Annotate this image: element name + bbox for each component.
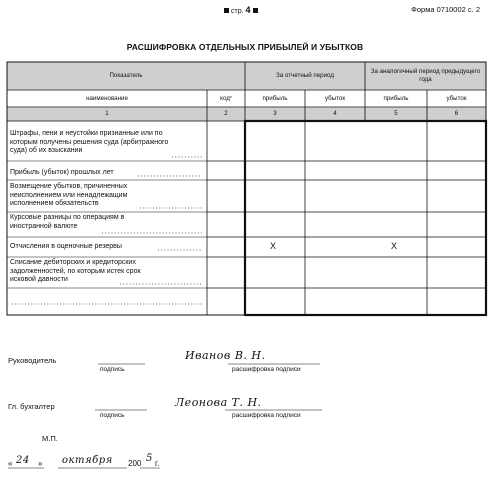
head-decode-caption: расшифровка подписи	[232, 366, 301, 373]
accountant-signature-caption: подпись	[100, 412, 125, 419]
head-name: Иванов В. Н.	[185, 349, 266, 362]
col-number-2: 2	[224, 110, 228, 117]
header-code-text: код	[220, 94, 230, 102]
stamp-place: М.П.	[42, 434, 58, 443]
header-loss-current: убыток	[324, 94, 346, 102]
reserves-mark-current: Х	[270, 241, 277, 251]
header-profit-current: прибыль	[262, 94, 288, 102]
header-code-mark: *	[229, 95, 232, 102]
row-label-exchange: Курсовые разницы по операциям в иностранной валюте	[10, 214, 125, 230]
date-close-quote: »	[38, 459, 43, 468]
reserves-mark-previous: Х	[391, 241, 398, 251]
header-indicator: Показатель	[109, 72, 143, 79]
header-previous-period: За аналогичный период предыдущего года	[370, 68, 481, 83]
form-code: Форма 0710002 с. 2	[411, 5, 480, 14]
date-month: октября	[62, 455, 113, 466]
head-signature-caption: подпись	[100, 366, 125, 373]
date-day: 24	[16, 455, 30, 466]
date-open-quote: «	[8, 459, 13, 468]
head-label: Руководитель	[8, 356, 57, 365]
date-year-suffix: 5	[146, 453, 153, 464]
col-number-6: 6	[454, 110, 459, 117]
accountant-label: Гл. бухгалтер	[8, 402, 55, 411]
page-title: РАСШИФРОВКА ОТДЕЛЬНЫХ ПРИБЫЛЕЙ И УБЫТКОВ	[126, 42, 364, 52]
row-label-prior-years: Прибыль (убыток) прошлых лет	[10, 169, 114, 176]
date-year-prefix: 200	[128, 459, 142, 468]
date-year-unit: г.	[155, 459, 160, 468]
header-profit-previous: прибыль	[383, 94, 409, 102]
col-number-4: 4	[333, 110, 337, 117]
header-current-period: За отчетный период	[276, 72, 334, 79]
row-label-fines: Штрафы, пени и неустойки признанные или по которым получены решения суда (арбитражного суда) об их взыскании	[10, 130, 169, 154]
header-loss-previous: убыток	[446, 94, 467, 102]
header-code	[207, 90, 245, 107]
row-label-writeoff: Списание дебиторских и кредиторских задолженностей, по которым истек срок исковой давности	[10, 259, 141, 283]
accountant-decode-caption: расшифровка подписи	[232, 412, 301, 419]
col-number-3: 3	[273, 110, 277, 117]
row-label-damages: Возмещение убытков, причиненных неисполнением или ненадлежащим исполнением обязательств	[10, 183, 128, 207]
header-name: наименование	[86, 94, 128, 102]
col-number-5: 5	[394, 110, 398, 117]
page-prefix: стр.	[231, 8, 244, 15]
col-number-1: 1	[105, 110, 109, 117]
page-number: 4	[245, 5, 251, 15]
row-label-reserves: Отчисления в оценочные резервы	[10, 243, 122, 250]
accountant-name: Леонова Т. Н.	[175, 396, 262, 409]
